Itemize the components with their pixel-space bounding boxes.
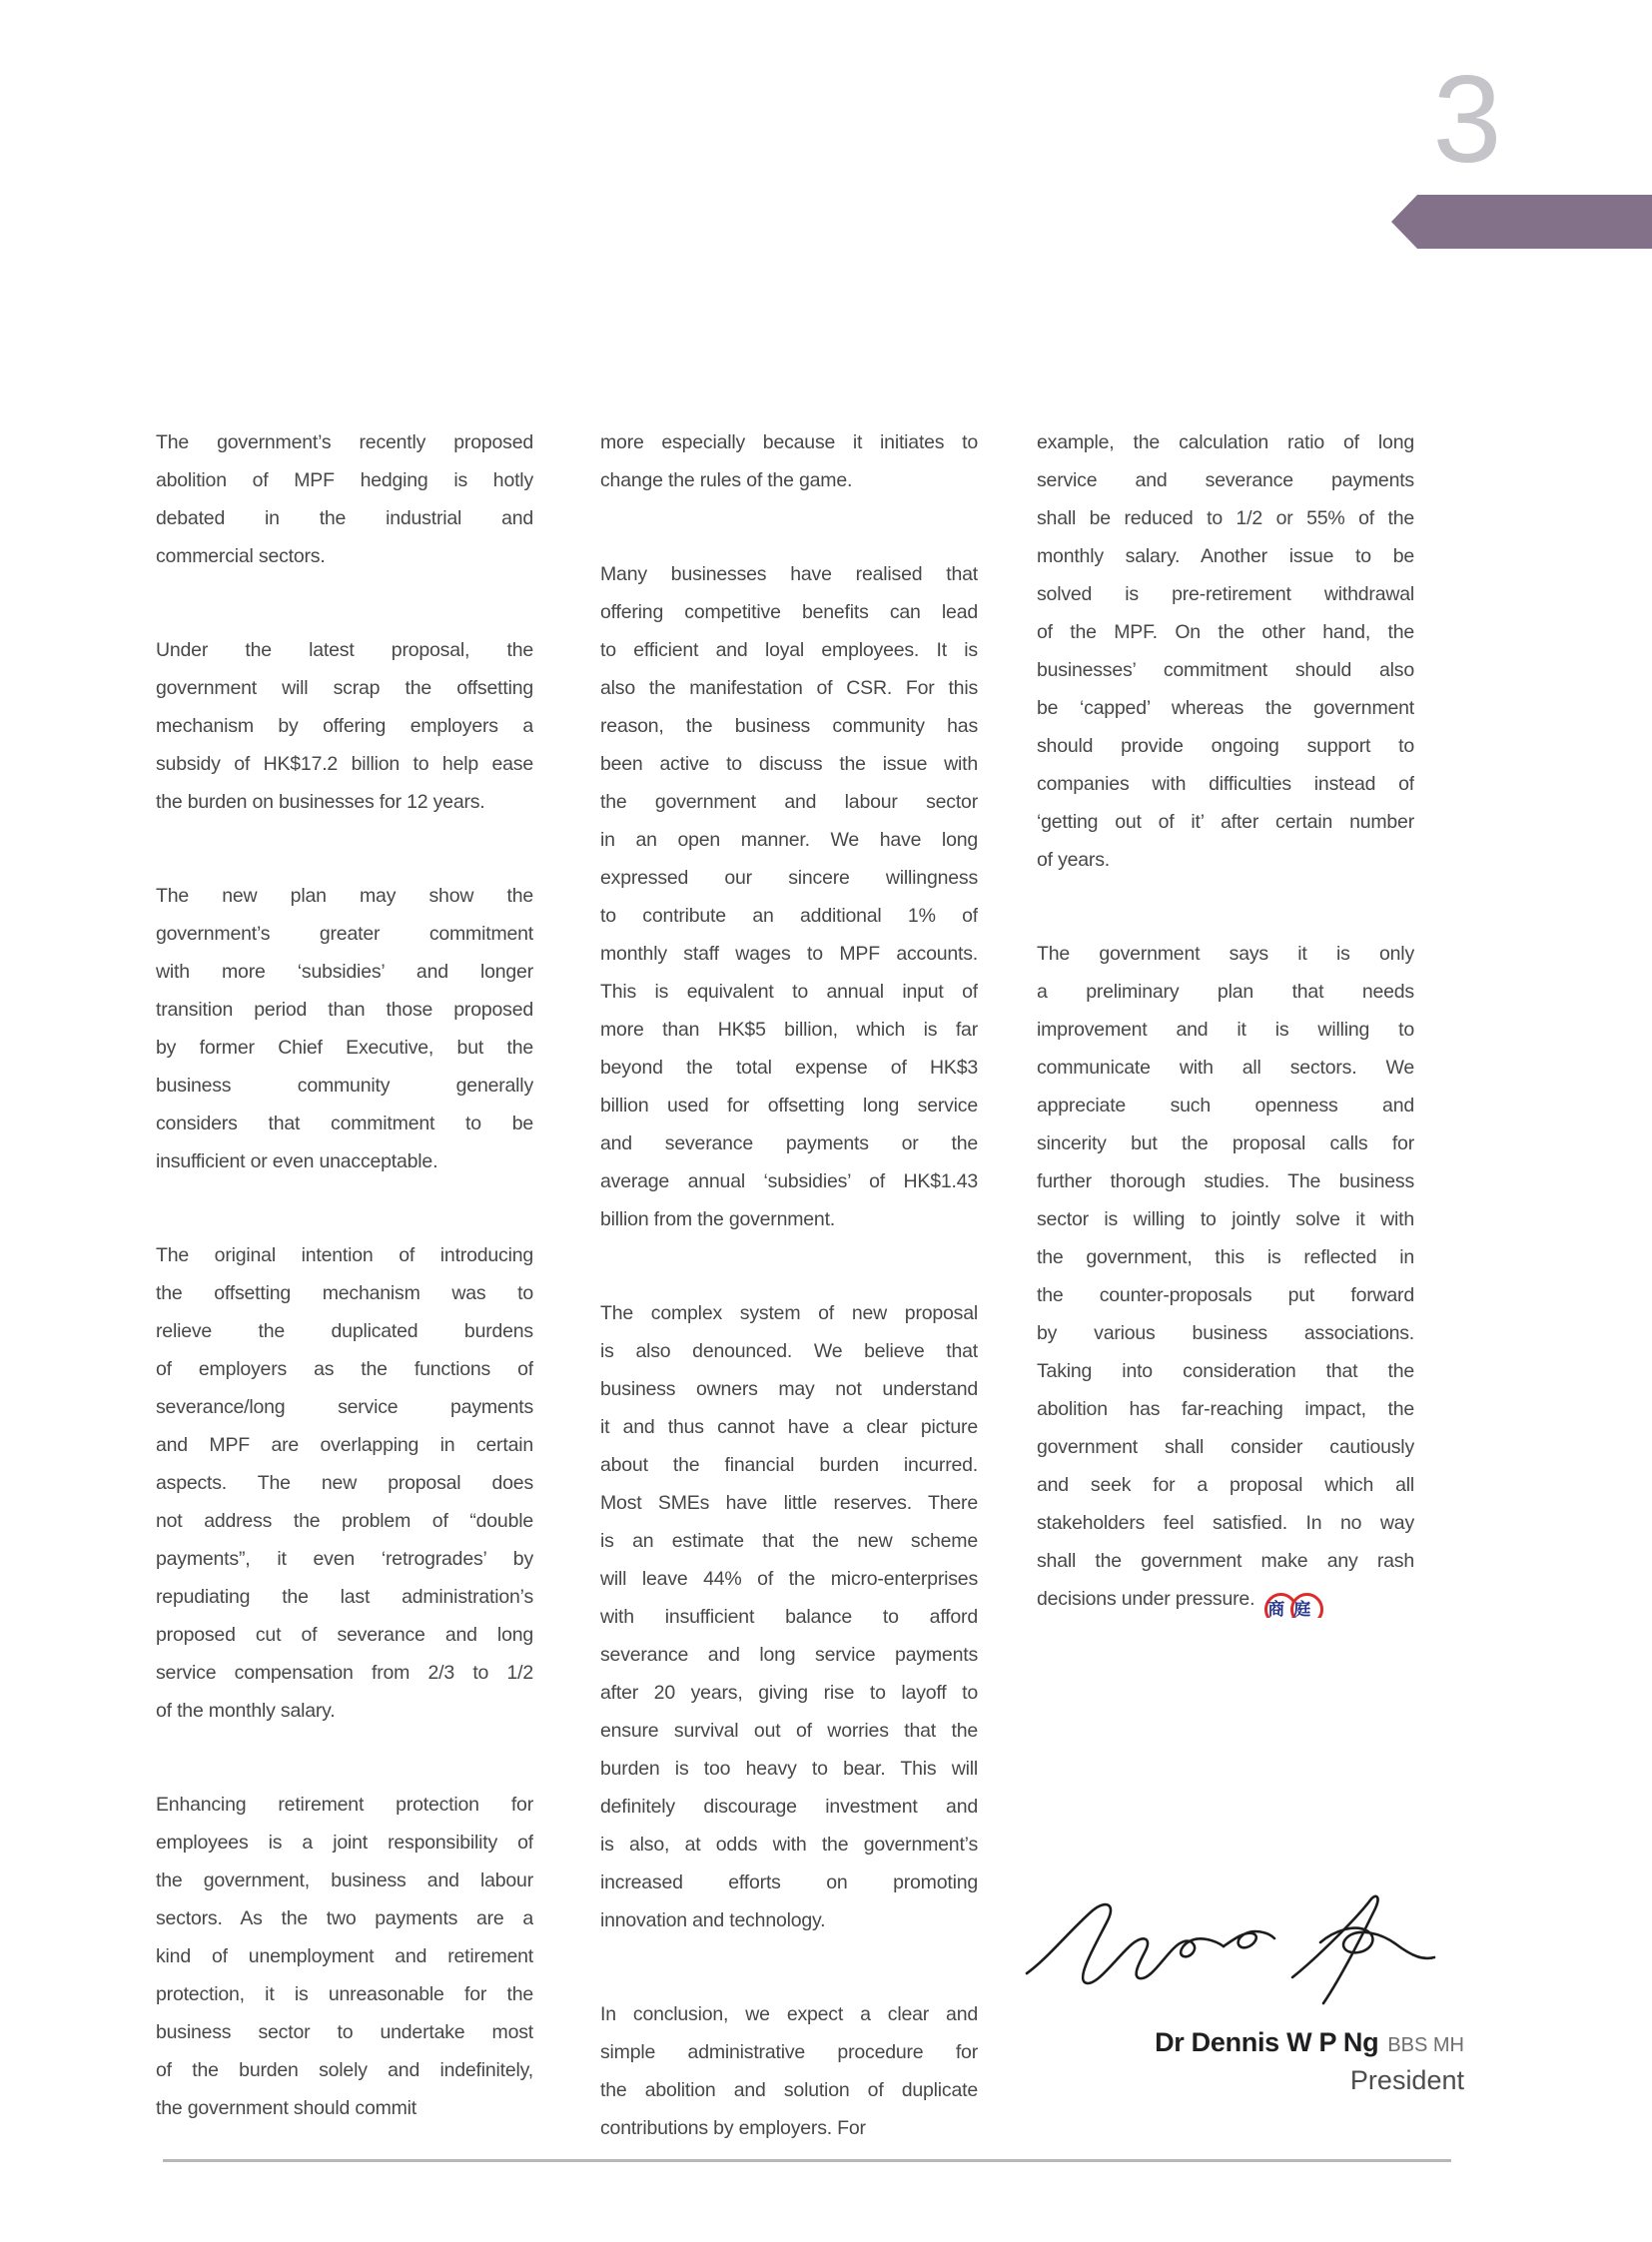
- text-line: kind of unemployment and retirement: [156, 1945, 533, 1967]
- text-line: solved is pre-retirement withdrawal: [1037, 583, 1414, 605]
- text-line: abolition of MPF hedging is hotly: [156, 469, 533, 491]
- text-line: expressed our sincere willingness: [600, 867, 978, 889]
- text-line: after 20 years, giving rise to layoff to: [600, 1682, 978, 1704]
- page-banner-arrow: [1391, 195, 1652, 249]
- text-line: to efficient and loyal employees. It is: [600, 639, 978, 661]
- text-line: The government’s recently proposed: [156, 431, 533, 453]
- text-line: of employers as the functions of: [156, 1358, 533, 1380]
- text-line: and seek for a proposal which all: [1037, 1474, 1414, 1496]
- text-line: business community generally: [156, 1075, 533, 1097]
- paragraph: [600, 1294, 978, 1939]
- text-line: more especially because it initiates to: [600, 431, 978, 453]
- text-line: monthly staff wages to MPF accounts.: [600, 943, 978, 965]
- text-line: the government should commit: [156, 2097, 417, 2119]
- text-line: Under the latest proposal, the: [156, 639, 533, 661]
- text-line: employees is a joint responsibility of: [156, 1832, 533, 1854]
- text-line: contributions by employers. For: [600, 2117, 866, 2139]
- text-line: businesses’ commitment should also: [1037, 659, 1414, 681]
- text-line: by various business associations.: [1037, 1322, 1414, 1344]
- text-line: relieve the duplicated burdens: [156, 1320, 533, 1342]
- text-line: the burden on businesses for 12 years.: [156, 791, 485, 813]
- text-line: monthly salary. Another issue to be: [1037, 545, 1414, 567]
- text-line: transition period than those proposed: [156, 999, 533, 1021]
- text-line: billion from the government.: [600, 1208, 836, 1230]
- text-line: repudiating the last administration’s: [156, 1586, 533, 1608]
- text-line: This is equivalent to annual input of: [600, 981, 978, 1003]
- article-column-left: [156, 423, 533, 2127]
- text-line: definitely discourage investment and: [600, 1796, 978, 1818]
- text-line: is also, at odds with the government’s: [600, 1834, 978, 1856]
- text-line: a preliminary plan that needs: [1037, 981, 1414, 1003]
- text-line: proposed cut of severance and long: [156, 1624, 533, 1646]
- text-line: increased efforts on promoting: [600, 1871, 978, 1893]
- text-line: offering competitive benefits can lead: [600, 601, 978, 623]
- text-line: abolition has far-reaching impact, the: [1037, 1398, 1414, 1420]
- text-line: should provide ongoing support to: [1037, 735, 1414, 757]
- text-line: payments”, it even ‘retrogrades’ by: [156, 1548, 533, 1570]
- text-line: considers that commitment to be: [156, 1113, 533, 1134]
- page-number: 3: [1432, 51, 1500, 189]
- text-line: sectors. As the two payments are a: [156, 1907, 533, 1929]
- paragraph: [156, 877, 533, 1180]
- footer-rule: [163, 2159, 1451, 2162]
- text-line: by former Chief Executive, but the: [156, 1037, 533, 1059]
- text-line: shall the government make any rash: [1037, 1550, 1414, 1572]
- text-line: ‘getting out of it’ after certain number: [1037, 811, 1414, 833]
- text-line: severance/long service payments: [156, 1396, 533, 1418]
- text-line: the offsetting mechanism was to: [156, 1282, 533, 1304]
- text-line: The government says it is only: [1037, 943, 1414, 965]
- signature-image: [1021, 1879, 1440, 2024]
- text-line: also the manifestation of CSR. For this: [600, 677, 978, 699]
- text-line: sector is willing to jointly solve it with: [1037, 1208, 1414, 1230]
- text-line: stakeholders feel satisfied. In no way: [1037, 1512, 1414, 1534]
- text-line: debated in the industrial and: [156, 507, 533, 529]
- text-line: been active to discuss the issue with: [600, 753, 978, 775]
- text-line: decisions under pressure. 商 庭: [1037, 1580, 1414, 1618]
- paragraph: [1037, 423, 1414, 879]
- paragraph: [156, 1236, 533, 1730]
- text-line: billion used for offsetting long service: [600, 1095, 978, 1117]
- signer-title: President: [1349, 2065, 1464, 2095]
- end-mark-circle: 商: [1264, 1593, 1297, 1618]
- text-line: the government, this is reflected in: [1037, 1246, 1414, 1268]
- text-line: of the MPF. On the other hand, the: [1037, 621, 1414, 643]
- text-line: beyond the total expense of HK$3: [600, 1057, 978, 1079]
- text-line: not address the problem of “double: [156, 1510, 533, 1532]
- text-line: the government and labour sector: [600, 791, 978, 813]
- text-line: business sector to undertake most: [156, 2021, 533, 2043]
- text-line: communicate with all sectors. We: [1037, 1057, 1414, 1079]
- signer-honors: BBS MH: [1387, 2034, 1464, 2056]
- signer-name: Dr Dennis W P Ng: [1155, 2027, 1379, 2057]
- text-line: average annual ‘subsidies’ of HK$1.43: [600, 1170, 978, 1192]
- text-line: subsidy of HK$17.2 billion to help ease: [156, 753, 533, 775]
- text-line: The original intention of introducing: [156, 1244, 533, 1266]
- text-line: of years.: [1037, 849, 1110, 871]
- text-line: service compensation from 2/3 to 1/2: [156, 1662, 533, 1684]
- text-line: shall be reduced to 1/2 or 55% of the: [1037, 507, 1414, 529]
- paragraph: [156, 423, 533, 575]
- text-line: the abolition and solution of duplicate: [600, 2079, 978, 2101]
- text-line: protection, it is unreasonable for the: [156, 1983, 533, 2005]
- paragraph: [1037, 935, 1414, 1618]
- text-line: insufficient or even unacceptable.: [156, 1150, 438, 1172]
- text-line: of the burden solely and indefinitely,: [156, 2059, 533, 2081]
- text-line: burden is too heavy to bear. This will: [600, 1758, 978, 1780]
- text-line: commercial sectors.: [156, 545, 326, 567]
- text-line: the counter-proposals put forward: [1037, 1284, 1414, 1306]
- text-line: severance and long service payments: [600, 1644, 978, 1666]
- text-line: mechanism by offering employers a: [156, 715, 533, 737]
- text-line: more than HK$5 billion, which is far: [600, 1019, 978, 1041]
- text-line: will leave 44% of the micro-enterprises: [600, 1568, 978, 1590]
- text-line: Taking into consideration that the: [1037, 1360, 1414, 1382]
- text-line: Enhancing retirement protection for: [156, 1794, 533, 1816]
- text-line: ensure survival out of worries that the: [600, 1720, 978, 1742]
- text-line: and MPF are overlapping in certain: [156, 1434, 533, 1456]
- text-line: change the rules of the game.: [600, 469, 853, 491]
- text-line: business owners may not understand: [600, 1378, 978, 1400]
- paragraph: [156, 1786, 533, 2127]
- text-line: government shall consider cautiously: [1037, 1436, 1414, 1458]
- text-line: with more ‘subsidies’ and longer: [156, 961, 533, 983]
- article-column-right: [1037, 423, 1414, 1618]
- text-line: The complex system of new proposal: [600, 1302, 978, 1324]
- text-line: The new plan may show the: [156, 885, 533, 907]
- text-line: example, the calculation ratio of long: [1037, 431, 1414, 453]
- text-line: appreciate such openness and: [1037, 1095, 1414, 1117]
- paragraph: [600, 1995, 978, 2147]
- text-line: companies with difficulties instead of: [1037, 773, 1414, 795]
- text-line: to contribute an additional 1% of: [600, 905, 978, 927]
- text-line: simple administrative procedure for: [600, 2041, 978, 2063]
- text-line: be ‘capped’ whereas the government: [1037, 697, 1414, 719]
- text-line: of the monthly salary.: [156, 1700, 336, 1722]
- paragraph: [600, 555, 978, 1238]
- text-line: the government, business and labour: [156, 1869, 533, 1891]
- text-line: further thorough studies. The business: [1037, 1170, 1414, 1192]
- text-line: and severance payments or the: [600, 1132, 978, 1154]
- text-line: is also denounced. We believe that: [600, 1340, 978, 1362]
- text-line: sincerity but the proposal calls for: [1037, 1132, 1414, 1154]
- end-of-article-mark: [1264, 1590, 1323, 1618]
- text-line: is an estimate that the new scheme: [600, 1530, 978, 1552]
- text-line: about the financial burden incurred.: [600, 1454, 978, 1476]
- article-column-middle: [600, 423, 978, 2147]
- text-line: Most SMEs have little reserves. There: [600, 1492, 978, 1514]
- text-line: in an open manner. We have long: [600, 829, 978, 851]
- paragraph: [156, 631, 533, 821]
- signer-line: [1037, 2027, 1464, 2058]
- text-line: government’s greater commitment: [156, 923, 533, 945]
- text-line: innovation and technology.: [600, 1909, 826, 1931]
- text-line: reason, the business community has: [600, 715, 978, 737]
- text-line: In conclusion, we expect a clear and: [600, 2003, 978, 2025]
- text-line: with insufficient balance to afford: [600, 1606, 978, 1628]
- text-line: it and thus cannot have a clear picture: [600, 1416, 978, 1438]
- text-line: aspects. The new proposal does: [156, 1472, 533, 1494]
- text-line: Many businesses have realised that: [600, 563, 978, 585]
- text-line: government will scrap the offsetting: [156, 677, 533, 699]
- end-mark-circle: 庭: [1290, 1593, 1323, 1618]
- paragraph: [600, 423, 978, 499]
- text-line: service and severance payments: [1037, 469, 1414, 491]
- text-line: improvement and it is willing to: [1037, 1019, 1414, 1041]
